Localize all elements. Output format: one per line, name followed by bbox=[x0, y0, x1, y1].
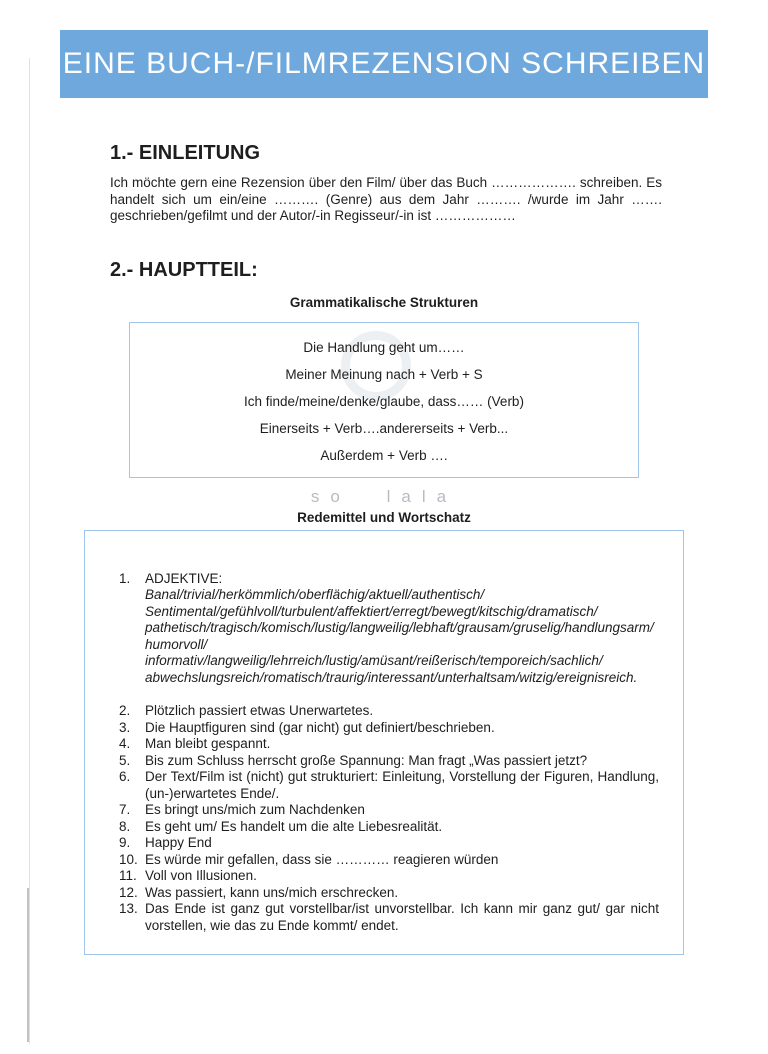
list-item-number: 6. bbox=[119, 769, 131, 784]
scan-artifact-line bbox=[27, 888, 29, 1042]
list-item bbox=[119, 819, 659, 836]
list-item bbox=[119, 885, 659, 902]
list-item bbox=[119, 753, 659, 770]
list-item-number: 13. bbox=[119, 901, 138, 916]
grammar-structure-line: Einerseits + Verb….andererseits + Verb... bbox=[259, 420, 509, 436]
list-item-text: Happy End bbox=[145, 835, 212, 850]
vocab-box bbox=[84, 530, 684, 956]
list-item-number: 5. bbox=[119, 752, 131, 768]
list-item bbox=[119, 802, 659, 819]
list-item-text: Bis zum Schluss herrscht große Spannung: Man fragt „Was passiert jetzt? bbox=[145, 752, 588, 768]
list-item bbox=[119, 769, 659, 802]
list-item-number: 2. bbox=[119, 703, 131, 718]
list-item-text: Man bleibt gespannt. bbox=[145, 736, 271, 751]
list-item bbox=[119, 720, 659, 737]
grammar-subheading: Grammatikalische Strukturen bbox=[289, 294, 479, 310]
list-item-text: Es geht um/ Es handelt um die alte Liebesrealität. bbox=[145, 818, 443, 834]
list-item-number: 12. bbox=[119, 884, 138, 900]
list-item-number: 10. bbox=[119, 851, 138, 867]
grammar-structures-box bbox=[129, 322, 639, 478]
list-item bbox=[119, 852, 659, 869]
list-item-text: Es würde mir gefallen, dass sie ………… reagieren würden bbox=[145, 851, 499, 867]
title-banner bbox=[60, 30, 708, 98]
list-item bbox=[119, 703, 659, 720]
adjektive-label: ADJEKTIVE: bbox=[145, 570, 223, 586]
list-item bbox=[119, 868, 659, 885]
grammar-structure-line: Ich finde/meine/denke/glaube, dass…… (Verb) bbox=[244, 393, 524, 409]
list-item-text: Die Hauptfiguren sind (gar nicht) gut definiert/beschrieben. bbox=[145, 719, 495, 735]
list-item-text: Voll von Illusionen. bbox=[145, 868, 257, 883]
vocab-subheading: Redemittel und Wortschatz bbox=[297, 509, 471, 525]
list-item-text bbox=[145, 571, 659, 687]
section-1-heading: 1.- EINLEITUNG bbox=[110, 142, 261, 164]
list-item-number: 4. bbox=[119, 736, 131, 751]
document-title: EINE BUCH-/FILMREZENSION SCHREIBEN bbox=[62, 47, 706, 80]
list-item bbox=[119, 901, 659, 934]
grammar-structure-line: Außerdem + Verb …. bbox=[320, 447, 448, 463]
list-item bbox=[119, 835, 659, 852]
intro-paragraph: Ich möchte gern eine Rezension über den Film/ über das Buch ………………. schreiben. Es handelt sich um ein/eine ………. (Genre) aus dem Jahr ………. /wurde im Jahr ……. geschrieben/gefilmt und der Autor/-in Regisseur/-in ist ……………… bbox=[110, 175, 662, 223]
list-item-text: Der Text/Film ist (nicht) gut strukturiert: Einleitung, Vorstellung der Figuren, Handlung, (un-)erwartetes Ende/. bbox=[145, 769, 659, 801]
adjektive-word-list: Banal/trivial/herkömmlich/oberflächig/aktuell/authentisch/ Sentimental/gefühlvoll/turbulent/affektiert/erregt/bewegt/kitschig/dramatisch/ pathetisch/tragisch/komisch/lustig/langweilig/lebhaft/grausam/gruselig/handlungsarm/humorvoll/ informativ/langweilig/lehrreich/lustig/amüsant/reißerisch/temporeich/sachlich/ abwechslungsreich/romatisch/traurig/interessant/unterhaltsam/witzig/ereignisreich. bbox=[145, 587, 654, 685]
list-item-number: 1. bbox=[119, 570, 131, 586]
watermark-text: so lala bbox=[310, 486, 458, 506]
scan-artifact-line bbox=[29, 58, 30, 1044]
list-item-number: 3. bbox=[119, 719, 131, 735]
list-item-number: 7. bbox=[119, 802, 131, 817]
list-item bbox=[119, 571, 659, 687]
list-item-text: Plötzlich passiert etwas Unerwartetes. bbox=[145, 703, 374, 718]
grammar-structure-line: Meiner Meinung nach + Verb + S bbox=[285, 366, 483, 382]
list-item-number: 8. bbox=[119, 818, 131, 834]
grammar-structure-line: Die Handlung geht um…… bbox=[303, 339, 465, 355]
section-2-heading: 2.- HAUPTTEIL: bbox=[110, 258, 258, 281]
list-item bbox=[119, 736, 659, 753]
list-item-text: Was passiert, kann uns/mich erschrecken. bbox=[145, 884, 399, 900]
list-item-text: Es bringt uns/mich zum Nachdenken bbox=[145, 802, 365, 817]
list-item-number: 11. bbox=[119, 868, 137, 883]
document-page bbox=[0, 30, 768, 1054]
list-item-text: Das Ende ist ganz gut vorstellbar/ist unvorstellbar. Ich kann mir ganz gut/ gar nicht vorstellen, wie das zu Ende kommt/ endet. bbox=[145, 901, 659, 933]
list-item-number: 9. bbox=[119, 835, 131, 850]
